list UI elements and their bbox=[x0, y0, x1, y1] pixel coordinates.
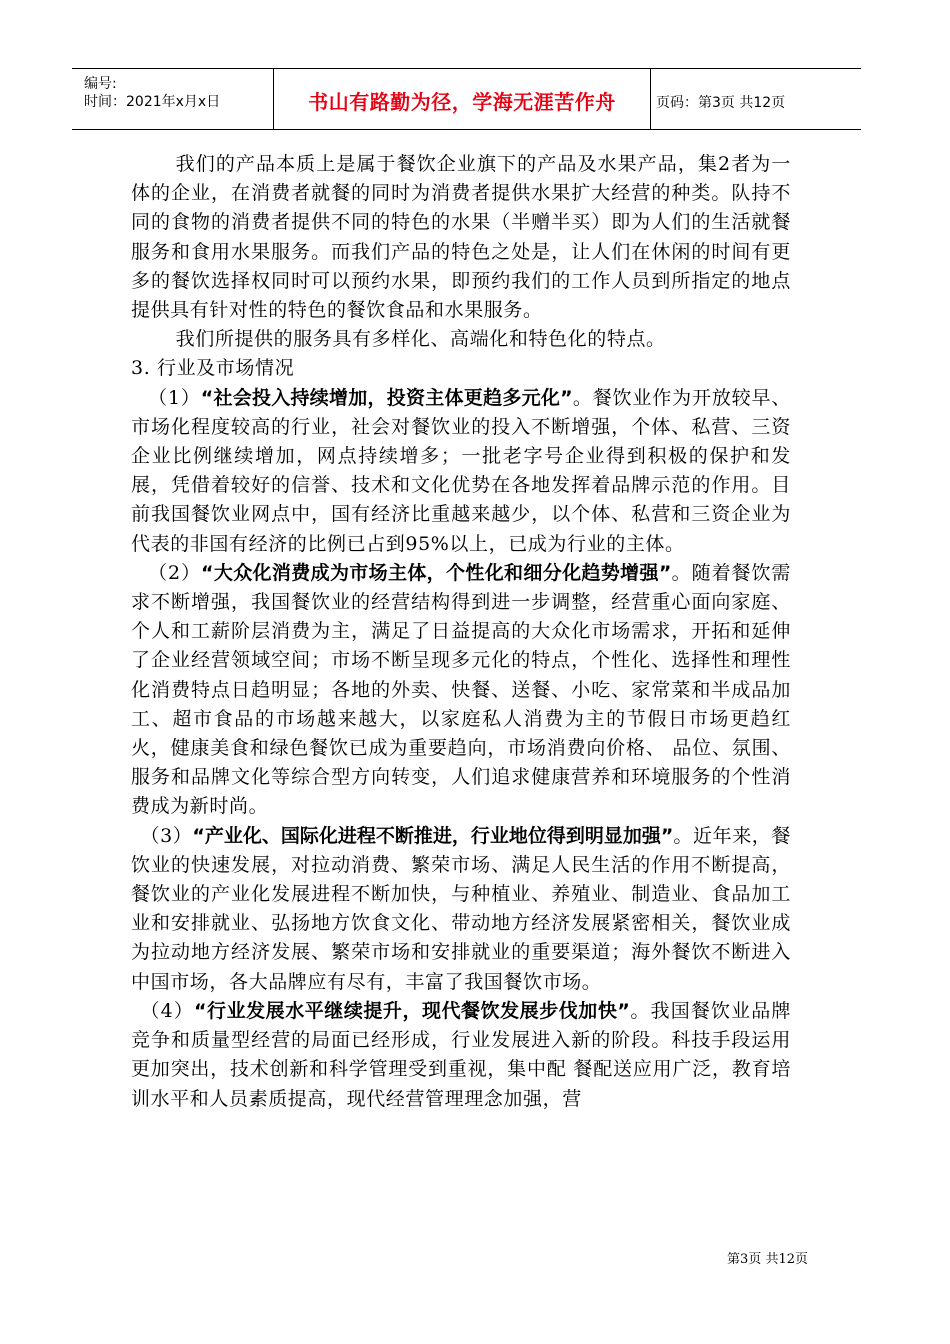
document-time-label: 时间：2021年x月x日 bbox=[84, 94, 221, 110]
header-page-cell bbox=[650, 69, 861, 129]
item-1-number: （1） bbox=[148, 386, 201, 409]
item-4-text: 。我国餐饮业品牌竞争和质量型经营的局面已经形成，行业发展进入新的阶段。科技手段运用更加突出，技术创新和科学管理受到重视，集中配 餐配送应用广泛，教育培训水平和人员素质提高，现代经营管理理念加强，营 bbox=[131, 999, 791, 1110]
item-3-title: “产业化、国际化进程不断推进，行业地位得到明显加强” bbox=[192, 824, 674, 847]
item-3-text: 。近年来，餐饮业的快速发展，对拉动消费、繁荣市场、满足人民生活的作用不断提高，餐饮业的产业化发展进程不断加快，与种植业、养殖业、制造业、食品加工业和安排就业、弘扬地方饮食文化、带动地方经济发展紧密相关，餐饮业成为拉动地方经济发展、繁荣市场和安排就业的重要渠道；海外餐饮不断进入中国市场，各大品牌应有尽有，丰富了我国餐饮市场。 bbox=[131, 824, 791, 993]
section-heading-industry-market: 3. 行业及市场情况 bbox=[131, 357, 295, 380]
header-motto-cell bbox=[273, 69, 651, 129]
paragraph-item-1 bbox=[131, 384, 791, 559]
document-body bbox=[131, 150, 791, 1114]
page-footer: 第3页 共12页 bbox=[727, 1252, 808, 1267]
item-1-title: “社会投入持续增加，投资主体更趋多元化” bbox=[200, 386, 573, 409]
item-3-number: （3） bbox=[140, 824, 193, 847]
item-2-text: 。随着餐饮需求不断增强，我国餐饮业的经营结构得到进一步调整，经营重心面向家庭、个人和工薪阶层消费为主，满足了日益提高的大众化市场需求，开拓和延伸了企业经营领域空间；市场不断呈现多元化的特点，个性化、选择性和理性化消费特点日趋明显；各地的外卖、快餐、送餐、小吃、家常菜和半成品加工、超市食品的市场越来越大，以家庭私人消费为主的节假日市场更趋红火，健康美食和绿色餐饮已成为重要趋向，市场消费向价格、 品位、氛围、服务和品牌文化等综合型方向转变，人们追求健康营养和环境服务的个性消费成为新时尚。 bbox=[131, 561, 792, 818]
header-meta-cell bbox=[72, 69, 272, 129]
item-2-title: “大众化消费成为市场主体，个性化和细分化趋势增强” bbox=[201, 561, 672, 584]
item-4-number: （4） bbox=[140, 999, 195, 1022]
item-4-title: “行业发展水平继续提升，现代餐饮发展步伐加快” bbox=[194, 999, 630, 1022]
paragraph-item-4 bbox=[131, 997, 791, 1114]
item-2-number: （2） bbox=[148, 561, 202, 584]
header-page-number: 页码：第3页 共12页 bbox=[656, 95, 786, 111]
paragraph-item-2 bbox=[131, 559, 791, 822]
header-motto: 书山有路勤为径，学海无涯苦作舟 bbox=[308, 90, 616, 114]
document-number-label: 编号: bbox=[84, 76, 117, 92]
paragraph-service-features: 我们所提供的服务具有多样化、高端化和特色化的特点。 bbox=[175, 328, 666, 351]
page-header bbox=[72, 68, 861, 130]
item-1-text: 。餐饮业作为开放较早、市场化程度较高的行业，社会对餐饮业的投入不断增强，个体、私营、三资企业比例继续增加，网点持续增多；一批老字号企业得到积极的保护和发展，凭借着较好的信誉、技术和文化优势在各地发挥着品牌示范的作用。目前我国餐饮业网点中，国有经济比重越来越少，以个体、私营和三资企业为代表的非国有经济的比例已占到95%以上，已成为行业的主体。 bbox=[131, 386, 791, 555]
paragraph-product-intro: 我们的产品本质上是属于餐饮企业旗下的产品及水果产品，集2者为一体的企业，在消费者就餐的同时为消费者提供水果扩大经营的种类。队持不同的食物的消费者提供不同的特色的水果（半赠半买）即为人们的生活就餐服务和食用水果服务。而我们产品的特色之处是，让人们在休闲的时间有更多的餐饮选择权同时可以预约水果，即预约我们的工作人员到所指定的地点提供具有针对性的特色的餐饮食品和水果服务。 bbox=[131, 153, 791, 322]
paragraph-item-3 bbox=[131, 822, 791, 997]
